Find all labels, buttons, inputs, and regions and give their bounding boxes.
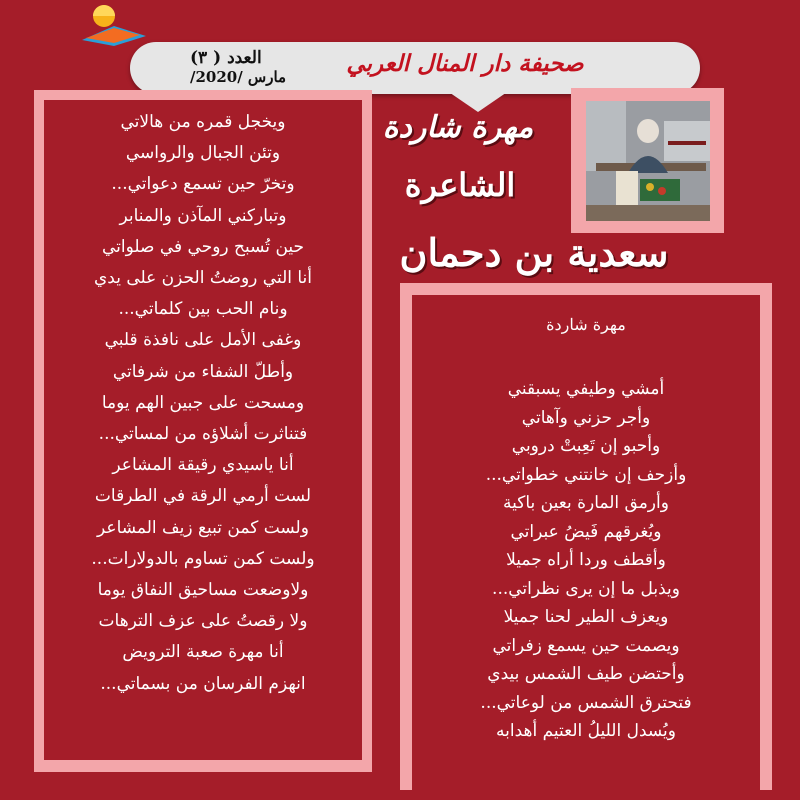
issue-date: مارس /2020/ bbox=[190, 68, 287, 86]
poem-line: ولست كمن تبيع زيف المشاعر bbox=[97, 517, 309, 538]
poem-line: أمشي وطيفي يسبقني bbox=[507, 379, 665, 399]
poem-line: وأحتضن طيف الشمس بيدي bbox=[487, 664, 685, 684]
poem-title: مهرة شاردة bbox=[546, 315, 626, 334]
poem-line: حين تُسبح روحي في صلواتي bbox=[101, 236, 305, 257]
poem-line: وأرمق المارة بعين باكية bbox=[503, 493, 669, 513]
poem-line: ونام الحب بين كلماتي... bbox=[118, 299, 288, 320]
poem-line: وأطلّ الشفاء من شرفاتي bbox=[112, 361, 294, 382]
issue-number: العدد ( ٣) bbox=[190, 48, 262, 68]
poem-line: أنا ياسيدي رقيقة المشاعر bbox=[112, 455, 294, 476]
feature-subtitle: مهرة شاردة bbox=[382, 110, 534, 145]
poem-line: ويعزف الطير لحنا جميلا bbox=[503, 607, 669, 627]
publisher-logo-icon bbox=[74, 2, 152, 46]
poem-line: وأزحف إن خانتني خطواتي... bbox=[485, 464, 687, 485]
poet-photo-image bbox=[586, 101, 710, 221]
newspaper-title: صحيفة دار المنال العربي bbox=[346, 50, 584, 77]
poem-line: انهزم الفرسان من بسماتي... bbox=[100, 673, 306, 694]
poem-line: ويصمت حين يسمع زفراتي bbox=[492, 635, 680, 656]
poem-line: وتباركني المآذن والمنابر bbox=[119, 205, 287, 226]
poem-line: لست أرمي الرقة في الطرقات bbox=[94, 486, 312, 507]
poem-line: وتخرّ حين تسمع دعواتي... bbox=[111, 174, 295, 195]
poem-line: وأجر حزني وآهاتي bbox=[521, 407, 651, 428]
right-poem-text bbox=[416, 375, 756, 746]
header-banner-pointer bbox=[440, 86, 516, 112]
feature-role: الشاعرة bbox=[404, 166, 516, 204]
poem-line: أنا مهرة صعبة الترويض bbox=[122, 642, 284, 663]
poem-line: ولاوضعت مساحيق النفاق يوما bbox=[97, 580, 309, 601]
left-poem-text bbox=[48, 107, 358, 700]
poem-line: ويُسدل الليلُ العتيم أهدابه bbox=[496, 721, 676, 741]
poem-line: أنا التي روضتُ الحزن على يدي bbox=[93, 268, 313, 289]
poem-line: ولا رقصتُ على عزف الترهات bbox=[98, 611, 308, 632]
poem-line: ومسحت على جبين الهم يوما bbox=[101, 392, 305, 413]
poem-line: فتحترق الشمس من لوعاتي... bbox=[480, 692, 692, 713]
poem-line: ولست كمن تساوم بالدولارات... bbox=[91, 548, 315, 569]
poem-line: فتناثرت أشلاؤه من لمساتي... bbox=[98, 424, 308, 445]
poem-line: ويُغرقهم فَيضُ عبراتي bbox=[510, 521, 662, 542]
poem-line: وأقطف وردا أراه جميلا bbox=[506, 550, 666, 570]
poem-line: وأحبو إن تَعِبتْ دروبي bbox=[511, 436, 661, 456]
poet-name: سعدية بن دحمان bbox=[399, 230, 669, 275]
poem-line: وغفى الأمل على نافذة قلبي bbox=[104, 330, 302, 351]
poem-line: وتئن الجبال والرواسي bbox=[125, 143, 281, 164]
poem-line: ويذبل ما إن يرى نظراتي... bbox=[492, 578, 680, 599]
poem-line: ويخجل قمره من هالاتي bbox=[120, 112, 286, 132]
